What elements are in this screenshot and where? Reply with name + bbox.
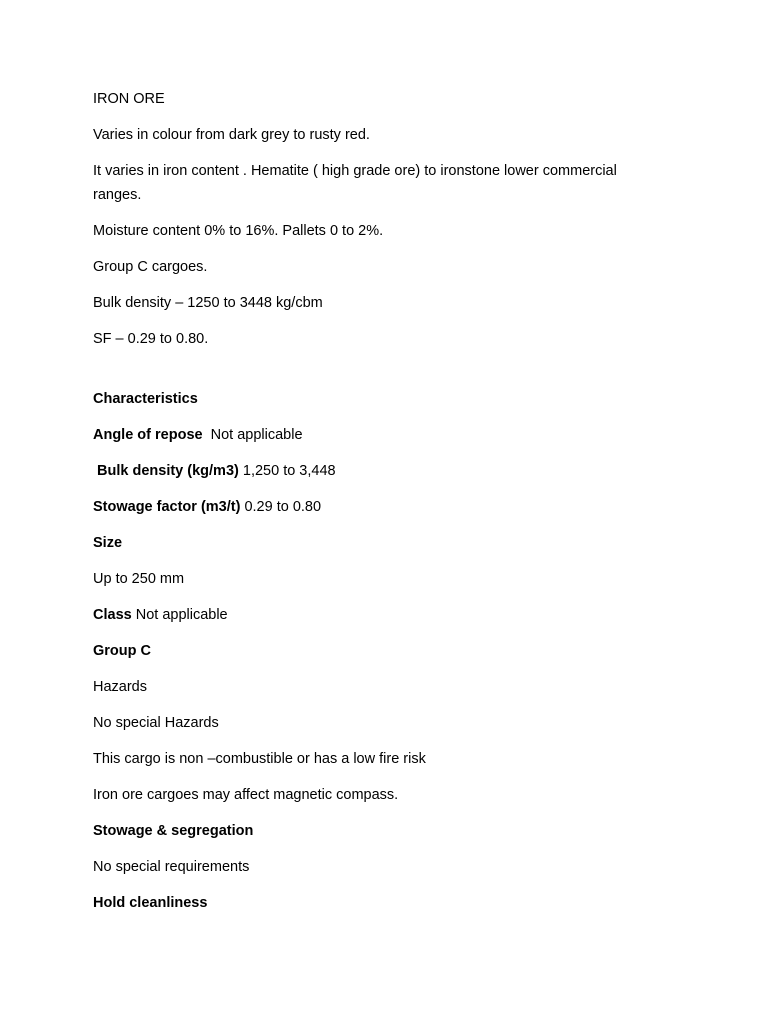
hazards-line-1: No special Hazards (93, 715, 219, 731)
hazards-line-2: This cargo is non –combustible or has a low fire risk (93, 751, 426, 767)
angle-of-repose-row (93, 426, 303, 444)
bulk-density-row (93, 462, 336, 480)
angle-value: Not applicable (202, 427, 303, 443)
characteristics-heading: Characteristics (93, 391, 198, 407)
group-heading: Group C (93, 643, 151, 659)
stowage-label: Stowage factor (m3/t) (93, 499, 245, 515)
bulk-density-text: Bulk density – 1250 to 3448 kg/cbm (93, 295, 323, 311)
class-value: Not applicable (131, 607, 228, 623)
stowage-heading: Stowage & segregation (93, 823, 254, 839)
document-title: IRON ORE (93, 91, 165, 107)
class-row (93, 606, 228, 624)
angle-label: Angle of repose (93, 427, 203, 443)
iron-content-text: It varies in iron content . Hematite ( high grade ore) to ironstone lower commercial ranges. (93, 163, 617, 203)
bulk-value: 1,250 to 3,448 (242, 463, 336, 479)
class-label: Class (93, 607, 132, 623)
moisture-text: Moisture content 0% to 16%. Pallets 0 to 2%. (93, 223, 384, 239)
size-value: Up to 250 mm (93, 571, 185, 587)
size-heading: Size (93, 535, 123, 551)
stowage-factor-row (93, 498, 321, 516)
hazards-heading: Hazards (93, 679, 147, 695)
bulk-label: Bulk density (kg/m3) (93, 463, 243, 479)
stowage-value: 0.29 to 0.80 (244, 499, 322, 515)
colour-text: Varies in colour from dark grey to rusty red. (93, 127, 370, 143)
sf-text: SF – 0.29 to 0.80. (93, 331, 209, 347)
hold-cleanliness-heading: Hold cleanliness (93, 895, 208, 911)
stowage-line-1: No special requirements (93, 859, 250, 875)
hazards-line-3: Iron ore cargoes may affect magnetic compass. (93, 787, 399, 803)
group-text: Group C cargoes. (93, 259, 208, 275)
